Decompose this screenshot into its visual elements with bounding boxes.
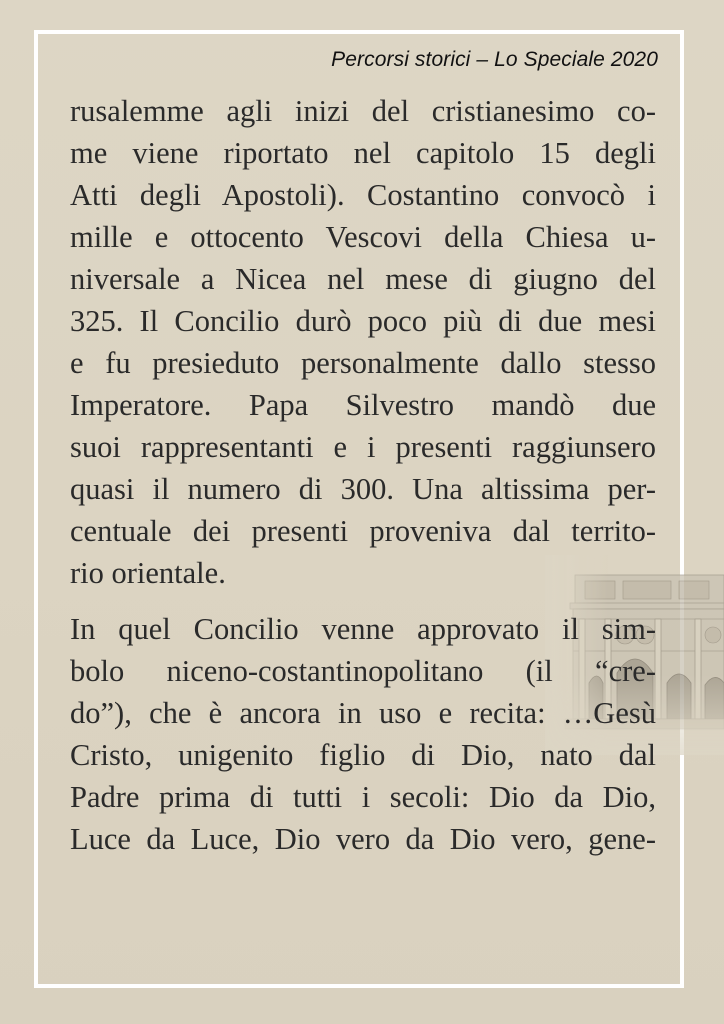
paragraph-2 xyxy=(70,608,656,860)
text-line: e fu presieduto personalmente dallo stesso xyxy=(70,346,656,380)
text-line: In quel Concilio venne approvato il sim- xyxy=(70,612,656,646)
text-line: do”), che è ancora in uso e recita: …Gesù xyxy=(70,696,656,730)
text-line: mille e ottocento Vescovi della Chiesa u- xyxy=(70,220,656,254)
article-body xyxy=(70,90,656,860)
text-line: Atti degli Apostoli). Costantino convocò i xyxy=(70,178,656,212)
text-line: centuale dei presenti proveniva dal territo- xyxy=(70,514,656,548)
text-line: Cristo, unigenito figlio di Dio, nato dal xyxy=(70,738,656,772)
text-line: bolo niceno-costantinopolitano (il “cre- xyxy=(70,654,656,688)
text-line: Padre prima di tutti i secoli: Dio da Dio, xyxy=(70,780,656,814)
text-line: quasi il numero di 300. Una altissima per- xyxy=(70,472,656,506)
text-line: niversale a Nicea nel mese di giugno del xyxy=(70,262,656,296)
text-line: 325. Il Concilio durò poco più di due mesi xyxy=(70,304,656,338)
running-header: Percorsi storici – Lo Speciale 2020 xyxy=(331,48,658,71)
text-line: Luce da Luce, Dio vero da Dio vero, gene- xyxy=(70,822,656,856)
text-line: Imperatore. Papa Silvestro mandò due xyxy=(70,388,656,422)
text-line: rusalemme agli inizi del cristianesimo co- xyxy=(70,94,656,128)
paragraph-1 xyxy=(70,90,656,594)
text-line: me viene riportato nel capitolo 15 degli xyxy=(70,136,656,170)
text-line: suoi rappresentanti e i presenti raggiunsero xyxy=(70,430,656,464)
text-line: rio orientale. xyxy=(70,556,226,590)
